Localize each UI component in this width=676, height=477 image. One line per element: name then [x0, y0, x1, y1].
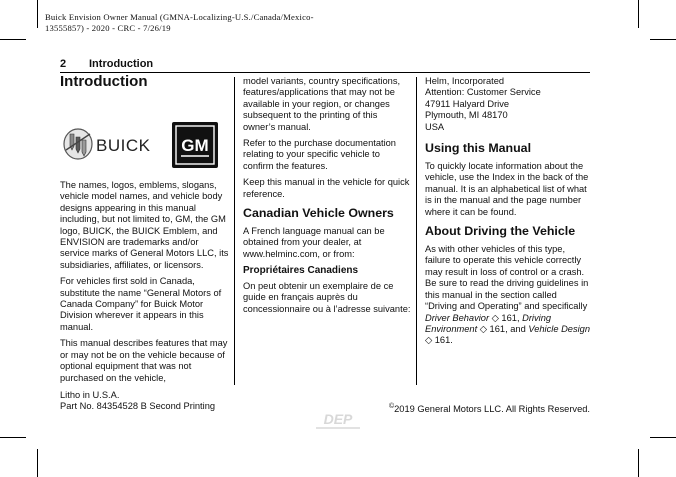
copyright-text: 2019 General Motors LLC. All Rights Reserved.	[394, 404, 590, 415]
dep-watermark-icon	[310, 410, 366, 432]
print-header-line: Buick Envision Owner Manual (GMNA-Localizing-U.S./Canada/Mexico-	[45, 12, 314, 22]
column-3	[425, 76, 591, 352]
gm-wordmark: GM	[181, 136, 209, 155]
mailing-address	[425, 76, 591, 133]
page-number: 2	[60, 58, 67, 70]
ref-page: 161	[489, 323, 506, 334]
watermark-text: DEP	[323, 411, 353, 427]
subheading-proprietaires: Propriétaires Canadiens	[243, 265, 359, 277]
copyright-symbol: ©	[388, 403, 395, 410]
paragraph: Refer to the purchase documentation relating to your specific vehicle to confirm the features.	[243, 138, 396, 171]
ref-label: Driver Behavior	[425, 312, 490, 323]
crop-mark	[0, 437, 26, 438]
address-line: Helm, Incorporated	[425, 76, 505, 86]
section-heading-driving: About Driving the Vehicle	[425, 224, 576, 239]
paragraph: On peut obtenir un exemplaire de ce guide en français auprès du concessionnaire ou à l’adresse suivante:	[243, 280, 411, 314]
separator: .	[450, 335, 453, 346]
separator: , and	[505, 323, 526, 334]
watermark	[310, 410, 366, 432]
address-line: 47911 Halyard Drive	[425, 98, 510, 109]
column-1	[60, 73, 230, 90]
paragraph: A French language manual can be obtained from your dealer, at www.helminc.com, or from:	[243, 226, 385, 259]
ref-page: 161	[501, 312, 517, 323]
crop-mark	[638, 449, 639, 477]
running-head	[60, 57, 590, 73]
crop-mark	[638, 0, 639, 28]
page-ref-arrow-icon: ◇	[479, 323, 487, 334]
link-driver-behavior[interactable]	[425, 313, 517, 323]
page-ref-arrow-icon: ◇	[491, 312, 499, 323]
address-line: Plymouth, MI 48170	[425, 110, 508, 121]
crop-mark	[37, 449, 38, 477]
separator: ,	[516, 312, 520, 323]
ref-label: Vehicle Design	[528, 323, 591, 334]
ref-label: Driving Environment	[425, 312, 552, 334]
crop-mark	[650, 39, 676, 40]
column-1-body	[60, 180, 230, 389]
buick-logo	[62, 120, 222, 170]
paragraph: To quickly locate information about the vehicle, use the Index in the back of the manual. It is an alphabetical list of what is in the manual and the page number where it can be found.	[425, 161, 589, 217]
crop-mark	[37, 0, 38, 28]
paragraph: This manual describes features that may or may not be on the vehicle because of optional equipment that was not purchased on the vehicle,	[60, 338, 228, 383]
paragraph-driving	[425, 244, 591, 347]
brand-logos	[62, 120, 222, 170]
crop-mark	[0, 39, 26, 40]
litho-line: Litho in U.S.A.	[60, 390, 120, 400]
column-divider	[416, 77, 417, 385]
column-divider	[234, 77, 235, 385]
section-heading-canadian: Canadian Vehicle Owners	[243, 206, 394, 221]
paragraph: model variants, country specifications, features/applications that may not be available in your region, or changes subsequent to the printing of this owner’s manual.	[243, 76, 401, 132]
buick-tri-shield-icon	[64, 129, 92, 159]
paragraph: Keep this manual in the vehicle for quick reference.	[243, 177, 410, 199]
print-header-line: 13555857) - 2020 - CRC - 7/26/19	[45, 23, 171, 33]
page-ref-arrow-icon: ◇	[425, 335, 433, 346]
address-line: USA	[425, 121, 445, 132]
gm-logo	[172, 122, 218, 168]
section-heading-using-manual: Using this Manual	[425, 141, 532, 156]
ref-page: 161	[434, 335, 451, 346]
paragraph: The names, logos, emblems, slogans, vehicle model names, and vehicle body designs appearing in this manual including, but not limited to, GM, the GM logo, BUICK, the BUICK Emblem, and ENVISION are trademarks and/or service marks of General Motors LLC, its subsidiaries, affiliates, or licensors.	[60, 180, 229, 270]
paragraph: For vehicles first sold in Canada, substitute the name “General Motors of Canada Company” for Buick Motor Division wherever it appears in this manual.	[60, 276, 222, 332]
address-line: Attention: Customer Service	[425, 87, 541, 98]
crop-mark	[650, 437, 676, 438]
page-title: Introduction	[60, 73, 148, 90]
column-2	[243, 76, 411, 320]
driving-intro-text: As with other vehicles of this type, failure to operate this vehicle correctly may result in loss of control or a crash. Be sure to read the driving guidelines in this manual in the section called “Driving and Operating” and specifically	[425, 244, 589, 312]
part-number: Part No. 84354528 B Second Printing	[60, 401, 216, 412]
running-head-section: Introduction	[89, 58, 154, 70]
footer-copyright	[370, 401, 590, 416]
print-header	[45, 12, 345, 34]
footer-left	[60, 390, 310, 413]
buick-wordmark: BUICK	[96, 136, 151, 155]
